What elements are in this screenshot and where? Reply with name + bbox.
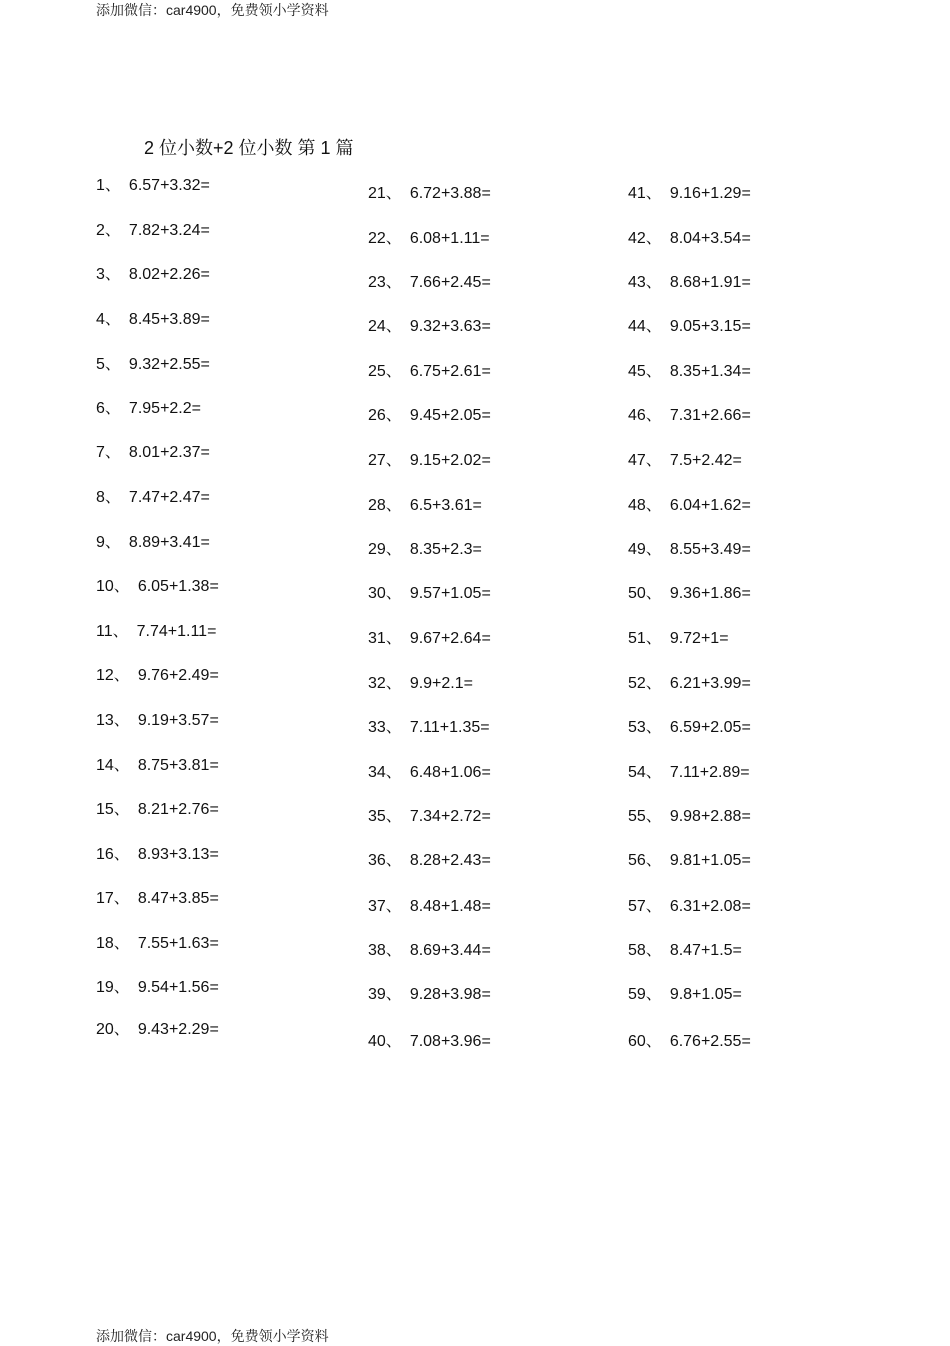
problem-expression: 9.67+2.64= (409, 630, 491, 647)
problem-separator: 、 (113, 979, 130, 996)
problem-separator: 、 (645, 318, 662, 335)
problem-number: 11 (96, 623, 113, 640)
problem-expression: 8.48+1.48= (409, 898, 491, 915)
problem-separator: 、 (645, 675, 662, 692)
problem-number: 2 (96, 222, 105, 239)
problem-separator: 、 (385, 407, 402, 424)
problem-item (96, 221, 210, 241)
problem-item (368, 406, 491, 426)
problem-expression: 8.75+3.81= (137, 757, 219, 774)
problem-item (628, 584, 751, 604)
problem-expression: 8.21+2.76= (137, 801, 219, 818)
problem-separator: 、 (113, 801, 130, 818)
problem-expression: 6.57+3.32= (128, 177, 210, 194)
problem-item (628, 807, 751, 827)
problem-expression: 8.01+2.37= (128, 444, 210, 461)
problem-number: 35 (368, 808, 386, 825)
problem-expression: 7.11+1.35= (409, 719, 490, 736)
problem-separator: 、 (104, 177, 121, 194)
problem-expression: 6.76+2.55= (669, 1033, 751, 1050)
problem-expression: 6.21+3.99= (669, 675, 751, 692)
problem-separator: 、 (645, 630, 662, 647)
problem-item (368, 629, 491, 649)
problem-number: 5 (96, 356, 105, 373)
problem-expression: 8.35+2.3= (409, 541, 482, 558)
problem-separator: 、 (104, 489, 121, 506)
problem-separator: 、 (113, 712, 130, 729)
problem-item (368, 540, 482, 560)
problem-item (628, 674, 751, 694)
problem-number: 28 (368, 497, 386, 514)
problem-item (628, 184, 751, 204)
problem-separator: 、 (113, 667, 130, 684)
problem-separator: 、 (104, 266, 121, 283)
problem-expression: 9.43+2.29= (137, 1021, 219, 1038)
problem-separator: 、 (104, 534, 121, 551)
problem-expression: 9.28+3.98= (409, 986, 491, 1003)
problem-number: 39 (368, 986, 386, 1003)
problem-number: 22 (368, 230, 386, 247)
problem-number: 50 (628, 585, 646, 602)
problem-item (628, 451, 742, 471)
watermark-bottom: 添加微信：car4900，免费领小学资料 (96, 1328, 329, 1344)
problem-item (628, 763, 750, 783)
problem-number: 8 (96, 489, 105, 506)
problem-item (368, 229, 490, 249)
problem-number: 13 (96, 712, 114, 729)
problem-expression: 9.98+2.88= (669, 808, 751, 825)
problem-expression: 6.31+2.08= (669, 898, 751, 915)
problem-separator: 、 (385, 274, 402, 291)
problem-number: 17 (96, 890, 114, 907)
problem-number: 54 (628, 764, 646, 781)
problem-expression: 6.08+1.11= (409, 230, 490, 247)
problem-expression: 6.5+3.61= (409, 497, 482, 514)
problem-item (368, 763, 491, 783)
problem-item (628, 540, 751, 560)
problem-expression: 9.15+2.02= (409, 452, 491, 469)
problem-item (96, 666, 219, 686)
problem-number: 27 (368, 452, 386, 469)
problem-item (96, 1020, 219, 1040)
problem-separator: 、 (645, 230, 662, 247)
problem-number: 59 (628, 986, 646, 1003)
problem-expression: 7.11+2.89= (669, 764, 750, 781)
problem-item (628, 985, 742, 1005)
problem-number: 26 (368, 407, 386, 424)
problem-expression: 8.93+3.13= (137, 846, 219, 863)
problem-expression: 6.48+1.06= (409, 764, 491, 781)
problem-number: 58 (628, 942, 646, 959)
problem-item (368, 718, 490, 738)
problem-separator: 、 (645, 764, 662, 781)
problem-separator: 、 (645, 898, 662, 915)
problem-expression: 9.32+2.55= (128, 356, 210, 373)
problem-separator: 、 (645, 585, 662, 602)
problem-number: 52 (628, 675, 646, 692)
problem-number: 25 (368, 363, 386, 380)
problem-item (368, 985, 491, 1005)
problem-expression: 9.19+3.57= (137, 712, 219, 729)
problem-item (368, 941, 491, 961)
problem-number: 29 (368, 541, 386, 558)
problem-separator: 、 (645, 363, 662, 380)
problem-expression: 7.82+3.24= (128, 222, 210, 239)
problem-separator: 、 (113, 578, 130, 595)
problem-item (368, 496, 482, 516)
problem-separator: 、 (104, 356, 121, 373)
problem-number: 46 (628, 407, 646, 424)
problem-number: 9 (96, 534, 105, 551)
problem-number: 41 (628, 185, 646, 202)
problem-number: 36 (368, 852, 386, 869)
problem-expression: 8.89+3.41= (128, 534, 210, 551)
problem-expression: 6.04+1.62= (669, 497, 751, 514)
problem-item (96, 310, 210, 330)
problem-separator: 、 (385, 497, 402, 514)
problem-expression: 9.76+2.49= (137, 667, 219, 684)
problem-item (368, 584, 491, 604)
problem-separator: 、 (645, 274, 662, 291)
problem-expression: 9.81+1.05= (669, 852, 751, 869)
problem-expression: 6.05+1.38= (137, 578, 219, 595)
problem-item (368, 1032, 491, 1052)
problem-separator: 、 (385, 452, 402, 469)
problem-separator: 、 (104, 311, 121, 328)
problem-number: 48 (628, 497, 646, 514)
problem-separator: 、 (385, 1033, 402, 1050)
problem-number: 10 (96, 578, 114, 595)
problem-number: 21 (368, 185, 386, 202)
problem-separator: 、 (112, 623, 129, 640)
problem-expression: 8.69+3.44= (409, 942, 491, 959)
problem-number: 7 (96, 444, 105, 461)
problem-number: 1 (96, 177, 105, 194)
problem-number: 33 (368, 719, 386, 736)
problem-expression: 8.45+3.89= (128, 311, 210, 328)
problem-expression: 8.04+3.54= (669, 230, 751, 247)
problem-item (96, 978, 219, 998)
problem-expression: 8.47+1.5= (669, 942, 742, 959)
problem-number: 23 (368, 274, 386, 291)
problem-number: 38 (368, 942, 386, 959)
problem-item (628, 941, 742, 961)
problem-separator: 、 (645, 452, 662, 469)
problem-separator: 、 (385, 541, 402, 558)
problem-number: 42 (628, 230, 646, 247)
problem-expression: 9.36+1.86= (669, 585, 751, 602)
problem-separator: 、 (385, 898, 402, 915)
problem-expression: 8.47+3.85= (137, 890, 219, 907)
problem-expression: 8.02+2.26= (128, 266, 210, 283)
problem-item (628, 897, 751, 917)
problem-expression: 9.16+1.29= (669, 185, 751, 202)
problem-number: 12 (96, 667, 114, 684)
problem-separator: 、 (385, 986, 402, 1003)
problem-item (96, 443, 210, 463)
problem-item (96, 622, 216, 642)
problem-item (96, 934, 219, 954)
problem-item (96, 399, 201, 419)
problem-separator: 、 (645, 407, 662, 424)
problem-item (96, 800, 219, 820)
problem-separator: 、 (385, 852, 402, 869)
problem-item (96, 533, 210, 553)
problem-number: 56 (628, 852, 646, 869)
problem-item (96, 265, 210, 285)
problem-expression: 7.5+2.42= (669, 452, 742, 469)
problem-expression: 7.95+2.2= (128, 400, 201, 417)
problem-item (368, 807, 491, 827)
problem-separator: 、 (385, 942, 402, 959)
problem-expression: 7.31+2.66= (669, 407, 751, 424)
problem-separator: 、 (645, 808, 662, 825)
problem-item (628, 406, 751, 426)
problem-number: 44 (628, 318, 646, 335)
problem-separator: 、 (113, 846, 130, 863)
problem-expression: 9.57+1.05= (409, 585, 491, 602)
problem-expression: 9.32+3.63= (409, 318, 491, 335)
problem-number: 20 (96, 1021, 114, 1038)
problem-separator: 、 (385, 585, 402, 602)
problem-separator: 、 (113, 757, 130, 774)
problem-expression: 9.9+2.1= (409, 675, 473, 692)
problem-expression: 7.08+3.96= (409, 1033, 491, 1050)
problem-number: 16 (96, 846, 114, 863)
problem-separator: 、 (104, 222, 121, 239)
problem-number: 19 (96, 979, 114, 996)
problem-expression: 9.72+1= (669, 630, 729, 647)
problem-separator: 、 (104, 444, 121, 461)
problem-expression: 7.66+2.45= (409, 274, 491, 291)
problem-item (96, 756, 219, 776)
problem-item (96, 577, 219, 597)
problem-expression: 9.05+3.15= (669, 318, 751, 335)
problem-separator: 、 (104, 400, 121, 417)
problem-separator: 、 (113, 890, 130, 907)
problem-number: 37 (368, 898, 386, 915)
problem-expression: 7.74+1.11= (136, 623, 217, 640)
problem-separator: 、 (645, 986, 662, 1003)
problem-expression: 6.75+2.61= (409, 363, 491, 380)
problem-item (368, 851, 491, 871)
problem-separator: 、 (385, 363, 402, 380)
problem-expression: 6.59+2.05= (669, 719, 751, 736)
problem-item (628, 362, 751, 382)
problem-expression: 9.54+1.56= (137, 979, 219, 996)
problem-item (368, 897, 491, 917)
problem-number: 53 (628, 719, 646, 736)
problem-number: 34 (368, 764, 386, 781)
problem-number: 30 (368, 585, 386, 602)
problem-separator: 、 (385, 675, 402, 692)
problem-number: 55 (628, 808, 646, 825)
problem-expression: 7.55+1.63= (137, 935, 219, 952)
problem-item (96, 176, 210, 196)
problem-number: 3 (96, 266, 105, 283)
problem-separator: 、 (645, 852, 662, 869)
problem-number: 60 (628, 1033, 646, 1050)
problem-separator: 、 (113, 1021, 130, 1038)
problem-number: 14 (96, 757, 114, 774)
problem-separator: 、 (385, 185, 402, 202)
problem-number: 31 (368, 630, 386, 647)
watermark-top: 添加微信：car4900，免费领小学资料 (96, 2, 329, 18)
problem-number: 57 (628, 898, 646, 915)
problem-expression: 9.45+2.05= (409, 407, 491, 424)
problem-separator: 、 (385, 764, 402, 781)
problem-item (96, 711, 219, 731)
problem-number: 6 (96, 400, 105, 417)
problem-number: 18 (96, 935, 114, 952)
problem-number: 32 (368, 675, 386, 692)
problem-item (628, 273, 751, 293)
problem-separator: 、 (385, 719, 402, 736)
problem-separator: 、 (645, 942, 662, 959)
problem-number: 40 (368, 1033, 386, 1050)
problem-separator: 、 (385, 230, 402, 247)
problem-expression: 6.72+3.88= (409, 185, 491, 202)
problem-item (368, 451, 491, 471)
problem-number: 4 (96, 311, 105, 328)
problem-item (628, 629, 729, 649)
problem-item (368, 317, 491, 337)
problem-separator: 、 (645, 1033, 662, 1050)
problem-separator: 、 (645, 497, 662, 514)
problem-item (96, 488, 210, 508)
problem-item (628, 851, 751, 871)
problem-item (96, 889, 219, 909)
problem-separator: 、 (385, 630, 402, 647)
problem-item (368, 273, 491, 293)
problem-number: 43 (628, 274, 646, 291)
problem-expression: 8.35+1.34= (669, 363, 751, 380)
problem-expression: 7.47+2.47= (128, 489, 210, 506)
problem-item (368, 184, 491, 204)
problem-item (628, 317, 751, 337)
problem-separator: 、 (645, 541, 662, 558)
problem-number: 45 (628, 363, 646, 380)
problem-separator: 、 (645, 185, 662, 202)
problem-expression: 8.55+3.49= (669, 541, 751, 558)
problem-separator: 、 (645, 719, 662, 736)
problem-item (628, 718, 751, 738)
problem-item (628, 496, 751, 516)
problem-item (628, 229, 751, 249)
problem-item (368, 674, 473, 694)
problem-number: 47 (628, 452, 646, 469)
problem-item (96, 845, 219, 865)
problem-number: 51 (628, 630, 646, 647)
problem-separator: 、 (113, 935, 130, 952)
problem-number: 15 (96, 801, 114, 818)
problem-expression: 8.28+2.43= (409, 852, 491, 869)
problem-item (368, 362, 491, 382)
problem-expression: 9.8+1.05= (669, 986, 742, 1003)
problem-expression: 7.34+2.72= (409, 808, 491, 825)
problem-item (96, 355, 210, 375)
page-title: 2 位小数+2 位小数 第 1 篇 (144, 138, 354, 158)
problem-expression: 8.68+1.91= (669, 274, 751, 291)
problem-separator: 、 (385, 808, 402, 825)
problem-number: 49 (628, 541, 646, 558)
problem-item (628, 1032, 751, 1052)
problem-separator: 、 (385, 318, 402, 335)
problem-number: 24 (368, 318, 386, 335)
